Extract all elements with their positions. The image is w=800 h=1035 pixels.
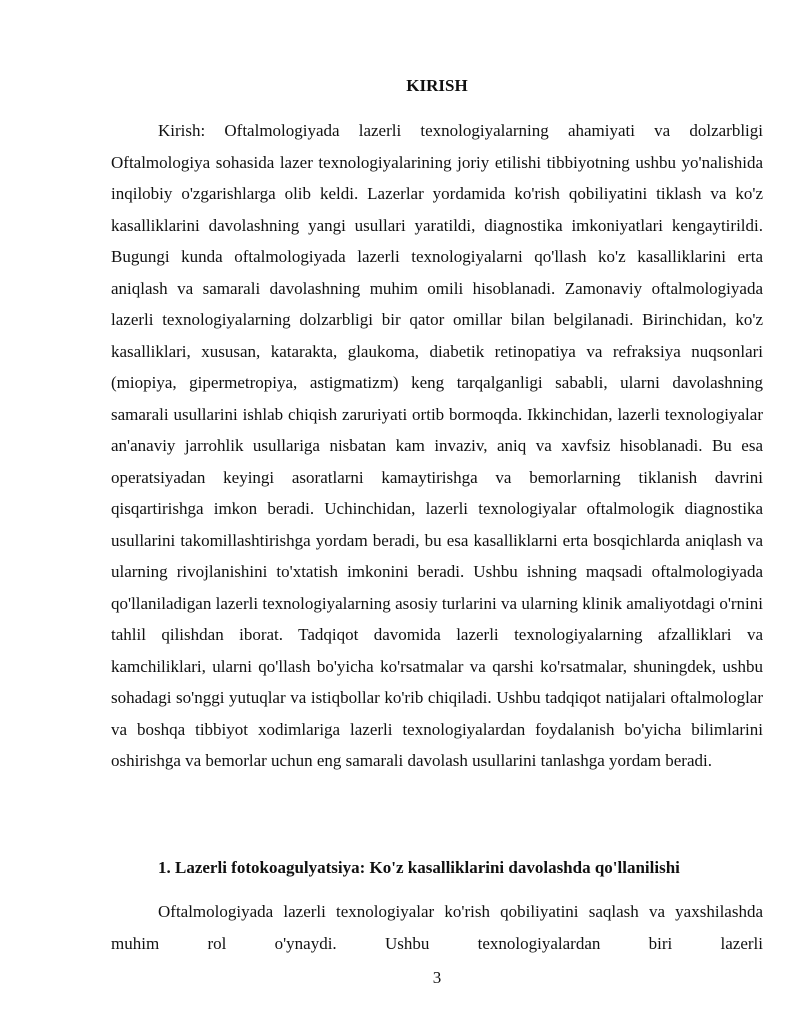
page-heading: KIRISH [406, 76, 468, 95]
section-heading: 1. Lazerli fotokoagulyatsiya: Ko'z kasalliklarini davolashda qo'llanilishi [158, 858, 680, 877]
document-page [111, 0, 763, 1035]
section-paragraph: Oftalmologiyada lazerli texnologiyalar ko'rish qobiliyatini saqlash va yaxshilashda muhim rol o'ynaydi. Ushbu texnologiyalardan biri lazerli [111, 902, 763, 953]
page-number: 3 [432, 968, 442, 987]
intro-paragraph: Kirish: Oftalmologiyada lazerli texnologiyalarning ahamiyati va dolzarbligi Oftalmologiya sohasida lazer texnologiyalarining joriy etilishi tibbiyotning ushbu yo'nalishida inqilobiy o'zgarishlarga olib keldi. Lazerlar yordamida ko'rish qobiliyatini tiklash va ko'z kasalliklarini davolashning yangi usullari yaratildi, diagnostika imkoniyatlari kengaytirildi. Bugungi kunda oftalmologiyada lazerli texnologiyalarni qo'llash ko'z kasalliklarini erta aniqlash va samarali davolashning muhim omili hisoblanadi. Zamonaviy oftalmologiyada lazerli texnologiyalarning dolzarbligi bir qator omillar bilan belgilanadi. Birinchidan, ko'z kasalliklari, xususan, katarakta, glaukoma, diabetik retinopatiya va refraksiya nuqsonlari (miopiya, gipermetropiya, astigmatizm) keng tarqalganligi sababli, ularni davolashning samarali usullarini ishlab chiqish zaruriyati ortib bormoqda. Ikkinchidan, lazerli texnologiyalar an'anaviy jarrohlik usullariga nisbatan kam invaziv, aniq va xavfsiz hisoblanadi. Bu esa operatsiyadan keyingi asoratlarni kamaytirishga va bemorlarning tiklanish davrini qisqartirishga imkon beradi. Uchinchidan, lazerli texnologiyalar oftalmologik diagnostika usullarini takomillashtirishga yordam beradi, bu esa kasalliklarni erta bosqichlarda aniqlash va ularning rivojlanishini to'xtatish imkonini beradi. Ushbu ishning maqsadi oftalmologiyada qo'llaniladigan lazerli texnologiyalarning asosiy turlarini va ularning klinik amaliyotdagi o'rnini tahlil qilishdan iborat. Tadqiqot davomida lazerli texnologiyalarning afzalliklari va kamchiliklari, ularni qo'llash bo'yicha ko'rsatmalar va qarshi ko'rsatmalar, shuningdek, ushbu sohadagi so'nggi yutuqlar va istiqbollar ko'rib chiqiladi. Ushbu tadqiqot natijalari oftalmologlar va boshqa tibbiyot xodimlariga lazerli texnologiyalardan foydalanish bo'yicha bilimlarini oshirishga va bemorlar uchun eng samarali davolash usullarini tanlashga yordam beradi. [111, 121, 763, 770]
